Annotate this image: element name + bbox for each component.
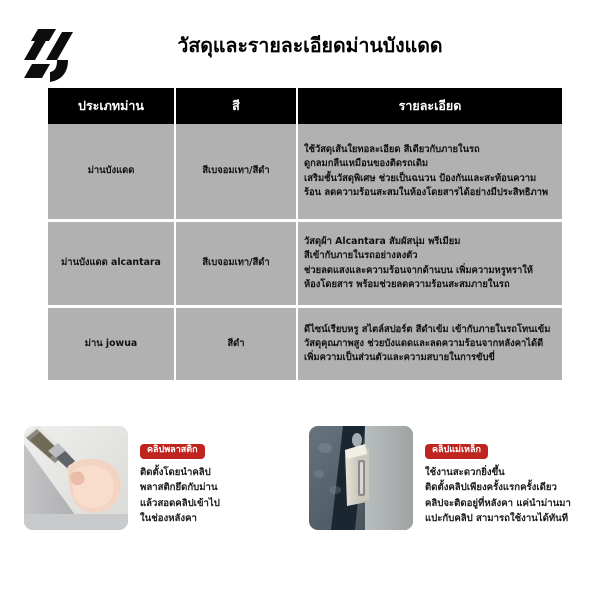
cell-color: สีดำ: [176, 308, 298, 380]
card-body: [425, 465, 571, 527]
detail-line: ร้อน ลดความร้อนสะสมในห้องโดยสารได้อย่างมีประสิทธิภาพ: [304, 186, 549, 198]
table-header-row: [48, 88, 562, 124]
detail-line: ช่วยลดแสงและความร้อนจากด้านบน เพิ่มความหรูหราให้: [304, 264, 533, 276]
card-line: ในช่องหลังคา: [140, 513, 197, 525]
card-line: แล้วสอดคลิปเข้าไป: [140, 497, 220, 509]
cell-type: ม่าน jowua: [48, 308, 176, 380]
card-text: [140, 426, 220, 527]
detail-line: เพิ่มความเป็นส่วนตัวและความสบายในการขับขี่: [304, 352, 495, 364]
column-header-detail: รายละเอียด: [298, 88, 562, 124]
clip-cards-section: [0, 426, 600, 530]
status-badge: คลิปพลาสติก: [140, 444, 205, 459]
cell-type: ม่านบังแดด alcantara: [48, 222, 176, 308]
detail-line: เสริมชั้นวัสดุพิเศษ ช่วยเป็นฉนวน ป้องกันและสะท้อนความ: [304, 172, 537, 184]
detail-line: วัสดุผ้า Alcantara สัมผัสนุ่ม พรีเมียม: [304, 235, 461, 247]
card-body: [140, 465, 220, 527]
detail-line: ดีไซน์เรียบหรู สไตล์สปอร์ต สีดำเข้ม เข้ากับภายในรถโทนเข้ม: [304, 323, 551, 335]
cell-detail: [298, 124, 562, 222]
page-header: [0, 0, 600, 68]
table-body: [48, 124, 562, 380]
table-row: [48, 222, 562, 308]
spec-table-container: [48, 88, 562, 380]
card-line: ใช้งานสะดวกยิ่งขึ้น: [425, 466, 505, 478]
card-line: ติดตั้งคลิปเพียงครั้งแรกครั้งเดียว: [425, 482, 557, 494]
card-text: [425, 426, 571, 527]
cell-detail: [298, 222, 562, 308]
cell-color: สีเบจอมเทา/สีดำ: [176, 222, 298, 308]
detail-line: ใช้วัสดุเส้นใยทอละเอียด สีเดียวกับภายในรถ: [304, 143, 480, 155]
table-row: [48, 124, 562, 222]
cell-detail: [298, 308, 562, 380]
status-badge: คลิปแม่เหล็ก: [425, 444, 488, 459]
h-monogram-logo: [16, 24, 78, 84]
cell-type: ม่านบังแดด: [48, 124, 176, 222]
detail-line: วัสดุคุณภาพสูง ช่วยบังแดดและลดความร้อนจากหลังคาได้ดี: [304, 337, 544, 349]
table-row: [48, 308, 562, 380]
card-plastic-clip: [24, 426, 291, 530]
card-line: พลาสติกยึดกับม่าน: [140, 482, 218, 494]
page-title: วัสดุและรายละเอียดม่านบังแดด: [177, 34, 443, 57]
detail-line: สีเข้ากับภายในรถอย่างลงตัว: [304, 250, 418, 262]
column-header-type: ประเภทม่าน: [48, 88, 176, 124]
card-line: แปะกับคลิป สามารถใช้งานได้ทันที: [425, 513, 569, 525]
card-line: ติดตั้งโดยนำคลิป: [140, 466, 211, 478]
plastic-clip-install-photo: [24, 426, 128, 530]
cell-color: สีเบจอมเทา/สีดำ: [176, 124, 298, 222]
card-line: คลิปจะติดอยู่ที่หลังคา แค่นำม่านมา: [425, 497, 571, 509]
detail-line: ห้องโดยสาร พร้อมช่วยลดความร้อนสะสมภายในรถ: [304, 278, 510, 290]
magnetic-clip-photo: [309, 426, 413, 530]
card-magnetic-clip: [309, 426, 576, 530]
column-header-color: สี: [176, 88, 298, 124]
spec-table: [48, 88, 562, 380]
table-header: [48, 88, 562, 124]
detail-line: ดูกลมกลืนเหมือนของติดรถเดิม: [304, 158, 429, 170]
